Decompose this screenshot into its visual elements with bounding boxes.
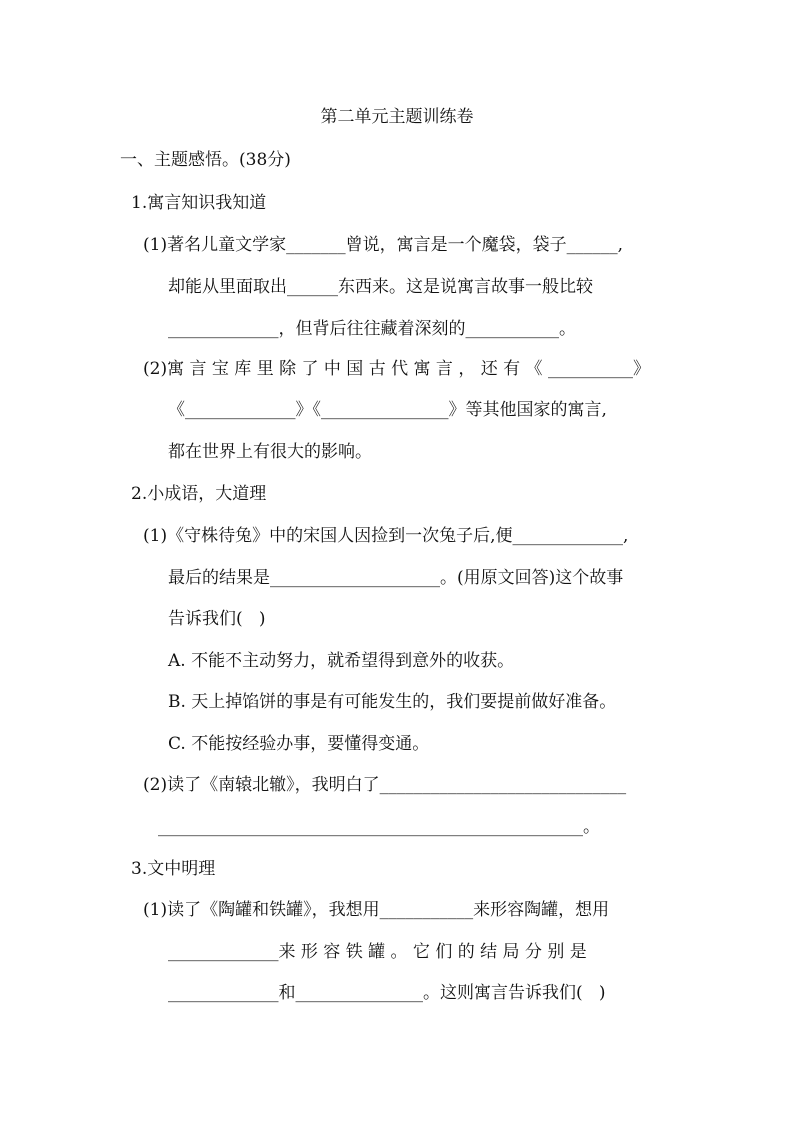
q1-sub2-line3: 都在世界上有很大的影响。 — [168, 442, 372, 462]
q1-sub1-line2: 却能从里面取出______东西来。这是说寓言故事一般比较 — [168, 277, 593, 297]
q1-sub1-line3: _____________，但背后往往藏着深刻的___________。 — [168, 319, 576, 339]
question-2-heading: 2.小成语，大道理 — [131, 484, 267, 504]
page-title: 第二单元主题训练卷 — [320, 107, 474, 127]
q2-option-a: A. 不能不主动努力，就希望得到意外的收获。 — [168, 651, 515, 671]
q2-sub2-line2: __________________________________________________。 — [158, 817, 600, 837]
section-heading: 一、主题感悟。(38分) — [120, 150, 291, 170]
q2-sub1-line1: (1)《守株待兔》中的宋国人因捡到一次兔子后,便_____________, — [143, 526, 629, 546]
q2-option-b: B. 天上掉馅饼的事是有可能发生的，我们要提前做好准备。 — [168, 692, 617, 712]
question-1-heading: 1.寓言知识我知道 — [131, 193, 267, 213]
q3-sub1-line3: _____________和_______________。这则寓言告诉我们( ) — [168, 983, 606, 1003]
q2-sub2-line1: (2)读了《南辕北辙》，我明白了_____________________________ — [143, 775, 627, 795]
q1-sub2-line2: 《_____________》《_______________》等其他国家的寓言, — [168, 400, 607, 420]
q3-sub1-line1: (1)读了《陶罐和铁罐》，我想用___________来形容陶罐，想用 — [143, 900, 610, 920]
q2-option-c: C. 不能按经验办事，要懂得变通。 — [168, 734, 430, 754]
q2-sub1-line2: 最后的结果是____________________。(用原文回答)这个故事 — [168, 568, 624, 588]
q3-sub1-line2: _____________来 形 容 铁 罐 。 它 们 的 结 局 分 别 是 — [168, 942, 587, 962]
q2-sub1-line3: 告诉我们( ) — [168, 609, 266, 629]
question-3-heading: 3.文中明理 — [131, 859, 216, 879]
q1-sub2-line1: (2)寓 言 宝 库 里 除 了 中 国 古 代 寓 言 ， 还 有 《 __________》 — [143, 359, 650, 379]
q1-sub1-line1: (1)著名儿童文学家_______曾说，寓言是一个魔袋，袋子______, — [143, 235, 623, 255]
